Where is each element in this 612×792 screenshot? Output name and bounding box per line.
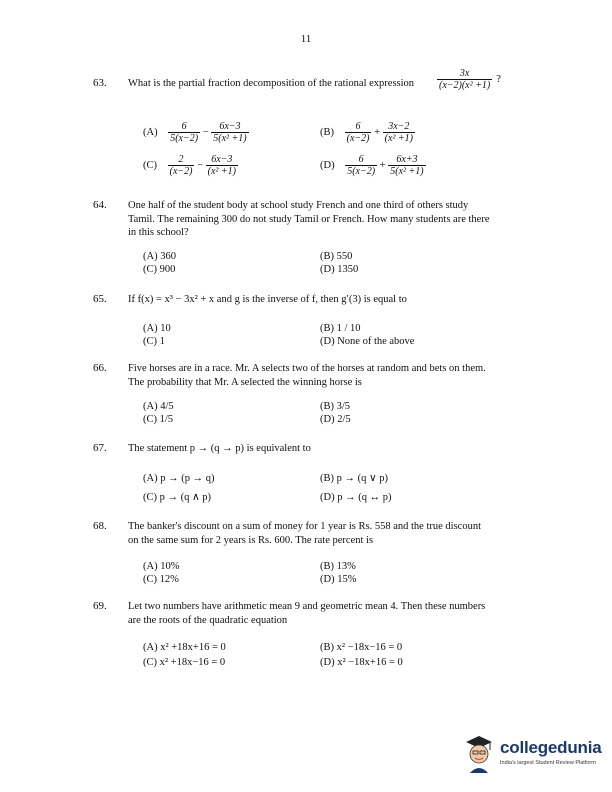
fraction-numerator: 6 bbox=[358, 154, 364, 165]
fraction-numerator: 6 bbox=[355, 121, 361, 132]
text-line: One half of the student body at school study French and one third of others study bbox=[128, 200, 469, 211]
question-text: What is the partial fraction decomposition of the rational expression bbox=[128, 78, 415, 89]
page-number: 11 bbox=[300, 33, 312, 45]
option-d: (D) x² −18x+16 = 0 bbox=[320, 657, 403, 668]
question-number: 69. bbox=[93, 600, 107, 612]
operator: − bbox=[202, 126, 209, 138]
fraction-denominator: 5(x² +1) bbox=[390, 166, 424, 177]
fraction-numerator: 2 bbox=[178, 154, 184, 165]
option-c: (C) p → (q ∧ p) bbox=[143, 492, 212, 503]
question-number: 68. bbox=[93, 520, 107, 532]
option-d bbox=[320, 154, 426, 177]
option-a: (A) 10 bbox=[143, 323, 171, 334]
question-number: 65. bbox=[93, 293, 107, 305]
brand-tagline: India's largest Student Review Platform bbox=[500, 760, 596, 766]
option-b: (B) x² −18x−16 = 0 bbox=[320, 642, 403, 653]
option-label: (A) bbox=[143, 126, 158, 138]
option-c: (C) 900 bbox=[143, 264, 176, 275]
option-c: (C) 1/5 bbox=[143, 414, 174, 425]
option-d: (D) 1350 bbox=[320, 264, 359, 275]
text-line: on the same sum for 2 years is Rs. 600. The rate percent is bbox=[128, 534, 374, 546]
option-b bbox=[320, 121, 415, 144]
operator: − bbox=[197, 159, 204, 171]
brand-name: collegedunia bbox=[500, 738, 602, 757]
operator: + bbox=[374, 126, 381, 138]
option-b: (B) 3/5 bbox=[320, 401, 351, 412]
text-line: Five horses are in a race. Mr. A selects two of the horses at random and bets on them. bbox=[128, 363, 486, 374]
option-d: (D) 2/5 bbox=[320, 414, 351, 425]
option-a: (A) 10% bbox=[143, 561, 180, 572]
question-number: 66. bbox=[93, 362, 107, 374]
question-number: 63. bbox=[93, 77, 107, 89]
option-b: (B) 1 / 10 bbox=[320, 323, 361, 334]
question-mark: ? bbox=[496, 74, 501, 85]
question-text: If f(x) = x³ − 3x² + x and g is the inverse of f, then g′(3) is equal to bbox=[128, 294, 407, 305]
text-line: Tamil. The remaining 300 do not study Tamil or French. How many students are there bbox=[128, 213, 490, 225]
fraction-numerator: 6x−3 bbox=[219, 121, 241, 132]
option-d: (D) 15% bbox=[320, 574, 357, 585]
fraction-denominator: 5(x−2) bbox=[347, 166, 376, 177]
fraction-numerator: 6x+3 bbox=[396, 154, 418, 165]
option-b: (B) 550 bbox=[320, 251, 353, 262]
rational-expression bbox=[437, 68, 501, 91]
question-text bbox=[128, 520, 528, 547]
fraction-denominator: 5(x² +1) bbox=[213, 133, 247, 144]
option-c: (C) 1 bbox=[143, 336, 165, 347]
question-number: 67. bbox=[93, 442, 107, 454]
text-line: Let two numbers have arithmetic mean 9 and geometric mean 4. Then these numbers bbox=[128, 601, 486, 612]
option-label: (D) bbox=[320, 159, 335, 171]
fraction-denominator: (x−2) bbox=[169, 166, 193, 177]
text-line: are the roots of the quadratic equation bbox=[128, 614, 288, 626]
text-line: The probability that Mr. A selected the winning horse is bbox=[128, 376, 362, 388]
option-a: (A) 360 bbox=[143, 251, 176, 262]
question-text bbox=[128, 362, 528, 389]
option-b: (B) 13% bbox=[320, 561, 356, 572]
text-line: in this school? bbox=[128, 227, 189, 238]
fraction-numerator: 6 bbox=[181, 121, 187, 132]
fraction-numerator: 6x−3 bbox=[211, 154, 233, 165]
option-d: (D) None of the above bbox=[320, 336, 415, 347]
question-number: 64. bbox=[93, 199, 107, 211]
fraction-numerator: 3x−2 bbox=[388, 121, 410, 132]
option-b: (B) p → (q ∨ p) bbox=[320, 473, 389, 484]
operator: + bbox=[379, 159, 386, 171]
option-a: (A) x² +18x+16 = 0 bbox=[143, 642, 226, 653]
fraction-denominator: 5(x−2) bbox=[170, 133, 199, 144]
option-d: (D) p → (q ↔ p) bbox=[320, 492, 392, 503]
expression-denominator: (x−2)(x² +1) bbox=[439, 80, 491, 91]
option-a: (A) p → (p → q) bbox=[143, 473, 215, 484]
fraction-denominator: (x−2) bbox=[346, 133, 370, 144]
question-text: The statement p → (q → p) is equivalent to bbox=[128, 443, 311, 454]
option-a bbox=[143, 121, 249, 144]
expression-numerator: 3x bbox=[459, 68, 470, 79]
question-text bbox=[128, 600, 528, 627]
option-c: (C) 12% bbox=[143, 574, 179, 585]
text-line: The banker's discount on a sum of money for 1 year is Rs. 558 and the true discount bbox=[128, 521, 481, 532]
fraction-denominator: (x² +1) bbox=[207, 166, 237, 177]
option-c bbox=[143, 154, 238, 177]
option-a: (A) 4/5 bbox=[143, 401, 174, 412]
option-label: (C) bbox=[143, 159, 157, 171]
mascot-logo-icon bbox=[462, 734, 496, 774]
question-text bbox=[128, 199, 528, 240]
option-label: (B) bbox=[320, 126, 334, 138]
fraction-denominator: (x² +1) bbox=[384, 133, 414, 144]
option-c: (C) x² +18x−16 = 0 bbox=[143, 657, 226, 668]
